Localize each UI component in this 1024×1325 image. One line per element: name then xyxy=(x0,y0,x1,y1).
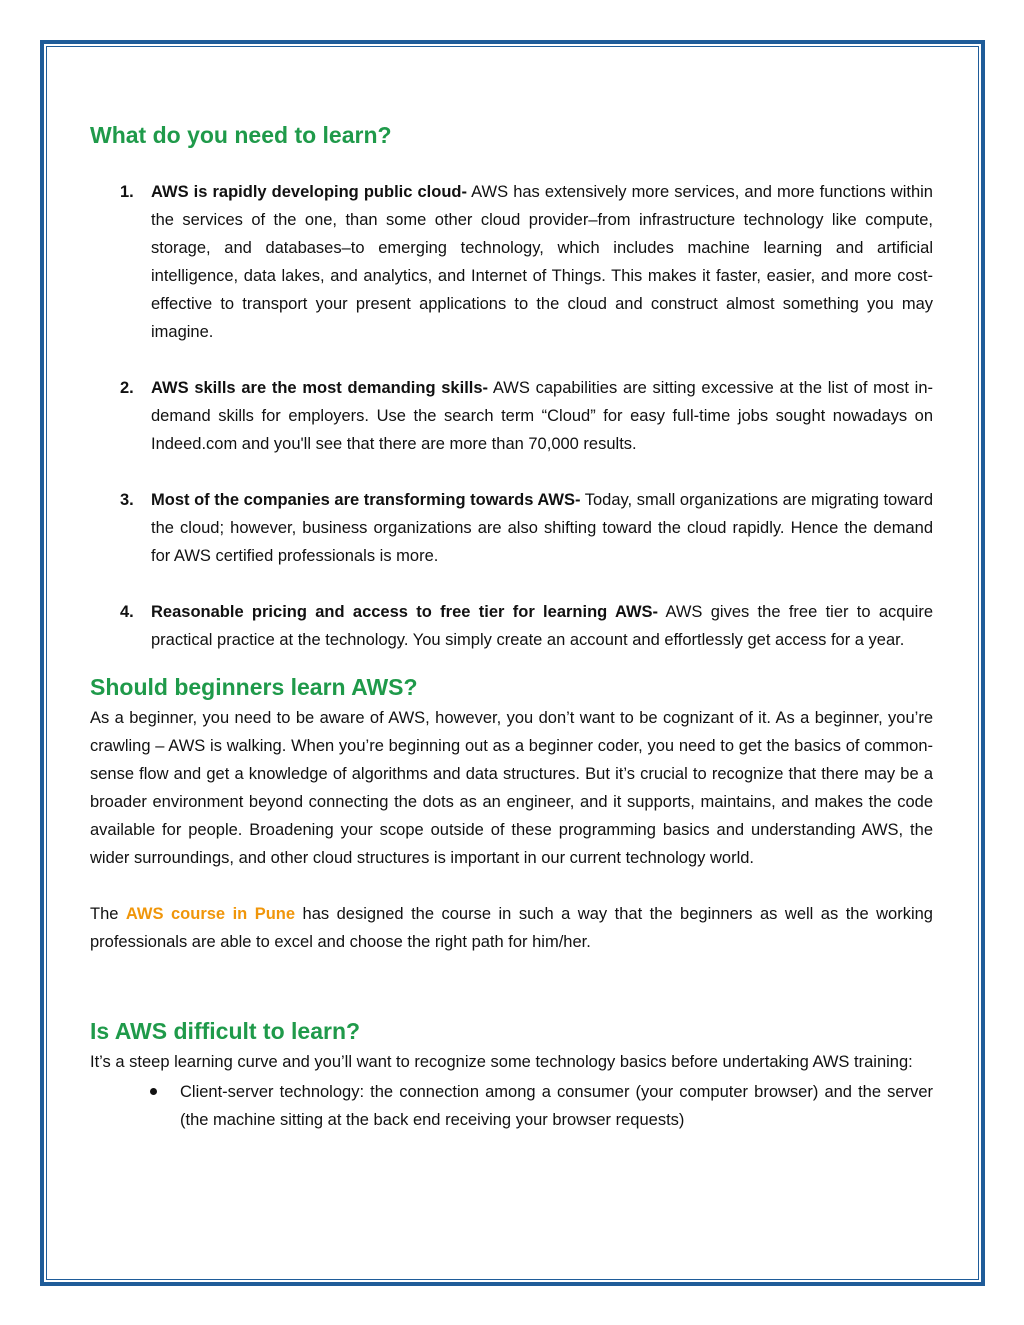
item-lead: AWS skills are the most demanding skills- xyxy=(151,379,489,397)
section-beginners xyxy=(90,670,933,956)
list-item xyxy=(90,486,933,570)
course-text-after: has designed the course in such a way that the beginners as well as the working professionals are able to excel and choose the right path for him/her. xyxy=(90,905,933,951)
course-paragraph xyxy=(90,900,933,956)
difficulty-intro: It’s a steep learning curve and you’ll want to recognize some technology basics before undertaking AWS training: xyxy=(90,1053,913,1071)
section-heading-beginners: Should beginners learn AWS? xyxy=(90,674,418,700)
list-number: 1. xyxy=(120,183,134,201)
beginners-paragraph: As a beginner, you need to be aware of AWS, however, you don’t want to be cognizant of it. As a beginner, you’re crawling – AWS is walking. When you’re beginning out as a beginner coder, you need to get the basics of common-sense flow and get a knowledge of algorithms and data structures. But it’s crucial to recognize that there may be a broader environment beyond connecting the dots as an engineer, and it supports, maintains, and makes the code available for people. Broadening your scope outside of these programming basics and understanding AWS, the wider surroundings, and other cloud structures is important in our current technology world. xyxy=(90,709,933,867)
bullet-text: Client-server technology: the connection among a consumer (your computer browser) and the server (the machine sitting at the back end receiving your browser requests) xyxy=(180,1083,933,1129)
item-lead: AWS is rapidly developing public cloud- xyxy=(151,183,467,201)
item-text: AWS capabilities are sitting excessive at the list of most in-demand skills for employers. Use the search term “Cloud” for easy full-time jobs sought nowadays on Indeed.com and you'll see that there are more than 70,000 results. xyxy=(151,379,933,453)
item-text: AWS has extensively more services, and more functions within the services of the one, than some other cloud provider–from infrastructure technology like compute, storage, and databases–to emerging technology, which includes machine learning and artificial intelligence, data lakes, and analytics, and Internet of Things. This makes it faster, easier, and more cost-effective to transport your present applications to the cloud and construct almost something you may imagine. xyxy=(151,183,933,341)
item-text: AWS gives the free tier to acquire practical practice at the technology. You simply create an account and effortlessly get access for a year. xyxy=(151,603,933,649)
item-lead: Reasonable pricing and access to free tier for learning AWS- xyxy=(151,603,659,621)
bullet-icon xyxy=(150,1088,157,1095)
reasons-list xyxy=(90,178,933,654)
list-number: 4. xyxy=(120,603,134,621)
item-text: Today, small organizations are migrating toward the cloud; however, business organizations are also shifting toward the cloud rapidly. Hence the demand for AWS certified professionals is more. xyxy=(151,491,933,565)
list-item xyxy=(90,178,933,346)
section-difficulty xyxy=(90,1014,933,1134)
aws-course-link[interactable]: AWS course in Pune xyxy=(125,905,296,923)
basics-list xyxy=(90,1078,933,1134)
list-number: 3. xyxy=(120,491,134,509)
section-heading-difficulty: Is AWS difficult to learn? xyxy=(90,1018,361,1044)
bullet-item xyxy=(90,1078,933,1134)
item-lead: Most of the companies are transforming towards AWS- xyxy=(151,491,581,509)
document-body xyxy=(90,118,933,1134)
list-number: 2. xyxy=(120,379,134,397)
list-item xyxy=(90,598,933,654)
section-heading-what-to-learn: What do you need to learn? xyxy=(90,122,392,148)
course-text-before: The xyxy=(90,905,126,923)
list-item xyxy=(90,374,933,458)
